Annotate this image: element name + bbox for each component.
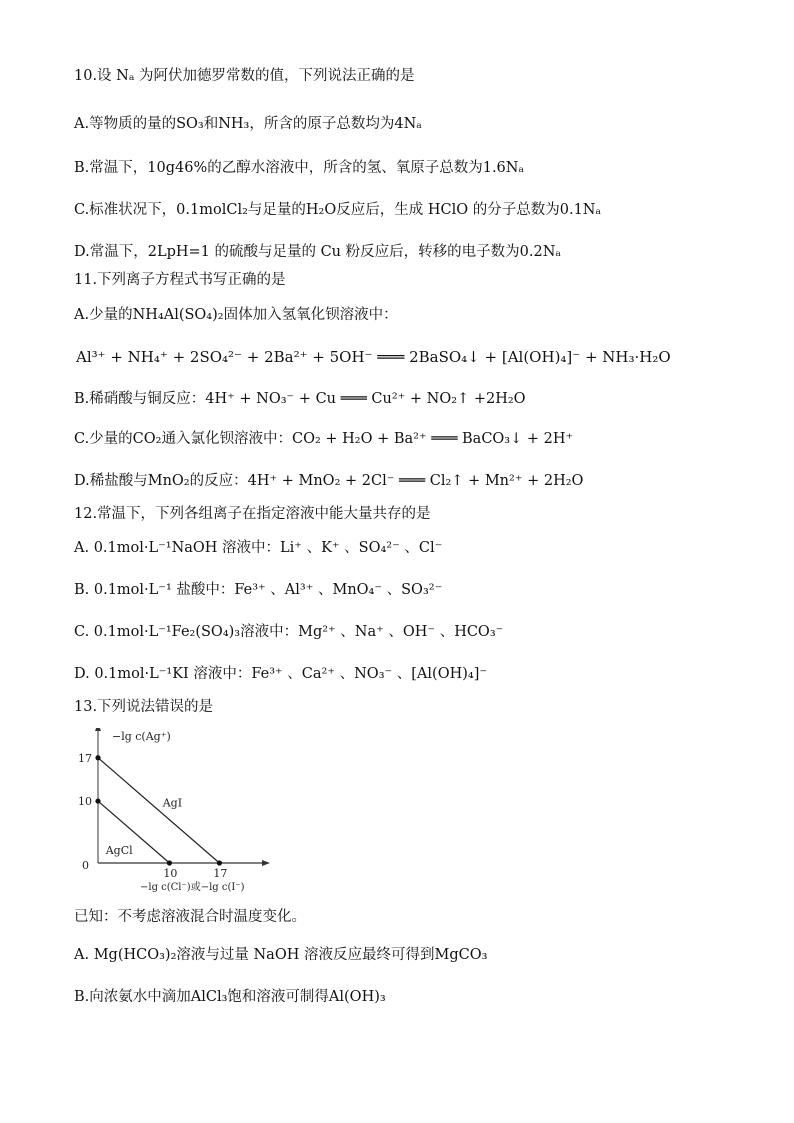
point-AgI-0 [95, 755, 100, 760]
x-tick-label-17: 17 [213, 867, 228, 880]
line-q13: 13.下列说法错误的是 [74, 699, 214, 715]
line-q11a: A.少量的NH₄Al(SO₄)₂固体加入氢氧化钡溶液中： [74, 307, 398, 323]
line-q10c: C.标准状况下，0.1molCl₂与足量的H₂O反应后，生成 HClO 的分子总数为0.1Nₐ [74, 202, 602, 218]
line-q11d: D.稀盐酸与MnO₂的反应：4H⁺ + MnO₂ + 2Cl⁻ ═══ Cl₂↑ + Mn²⁺ + 2H₂O [74, 473, 584, 489]
line-q11a_eq: Al³⁺ + NH₄⁺ + 2SO₄²⁻ + 2Ba²⁺ + 5OH⁻ ═══ 2BaSO₄↓ + [Al(OH)₄]⁻ + NH₃·H₂O [76, 348, 671, 366]
line-q12a: A. 0.1mol·L⁻¹NaOH 溶液中：Li⁺ 、K⁺ 、SO₄²⁻ 、Cl⁻ [74, 540, 443, 556]
line-q10a: A.等物质的量的SO₃和NH₃，所含的原子总数均为4Nₐ [74, 116, 422, 132]
line-q10b: B.常温下，10g46%的乙醇水溶液中，所含的氢、氧原子总数为1.6Nₐ [74, 160, 525, 176]
line-q12: 12.常温下，下列各组离子在指定溶液中能大量共存的是 [74, 506, 431, 522]
line-q13b: B.向浓氨水中滴加AlCl₃饱和溶液可制得Al(OH)₃ [74, 989, 386, 1005]
series-label-AgI: AgI [162, 796, 183, 810]
x-axis-label: −lg c(Cl⁻)或−lg c(I⁻) [140, 882, 245, 893]
line-q10: 10.设 Nₐ 为阿伏加德罗常数的值，下列说法正确的是 [74, 68, 415, 84]
series-label-AgCl: AgCl [105, 844, 133, 858]
line-q11c: C.少量的CO₂通入氯化钡溶液中：CO₂ + H₂O + Ba²⁺ ═══ BaCO₃↓ + 2H⁺ [74, 431, 574, 447]
line-q13a: A. Mg(HCO₃)₂溶液与过量 NaOH 溶液反应最终可得到MgCO₃ [74, 947, 488, 963]
line-q11: 11.下列离子方程式书写正确的是 [74, 272, 286, 288]
line-q10d: D.常温下，2LpH=1 的硫酸与足量的 Cu 粉反应后，转移的电子数为0.2Nₐ [74, 244, 561, 260]
y-tick-label-17: 17 [78, 751, 92, 765]
y-tick-label-10: 10 [78, 795, 92, 809]
line-q12d: D. 0.1mol·L⁻¹KI 溶液中：Fe³⁺ 、Ca²⁺ 、NO₃⁻ 、[Al(OH)₄]⁻ [74, 666, 488, 682]
y-axis-arrow [95, 728, 101, 731]
line-q12b: B. 0.1mol·L⁻¹ 盐酸中：Fe³⁺ 、Al³⁺ 、MnO₄⁻ 、SO₃²⁻ [74, 582, 443, 598]
line-q11b: B.稀硝酸与铜反应：4H⁺ + NO₃⁻ + Cu ═══ Cu²⁺ + NO₂↑ +2H₂O [74, 391, 526, 407]
y-axis-label: −lg c(Ag⁺) [112, 730, 171, 743]
point-AgCl-0 [95, 798, 100, 803]
origin-label: 0 [82, 859, 89, 872]
x-tick-label-10: 10 [163, 867, 178, 880]
line-q12c: C. 0.1mol·L⁻¹Fe₂(SO₄)₃溶液中：Mg²⁺ 、Na⁺ 、OH⁻ 、HCO₃⁻ [74, 624, 504, 640]
point-AgI-1 [217, 860, 222, 865]
x-axis-arrow [262, 860, 270, 866]
solubility-chart [70, 728, 270, 898]
point-AgCl-1 [167, 860, 172, 865]
line-q13note: 已知：不考虑溶液混合时温度变化。 [74, 909, 306, 925]
